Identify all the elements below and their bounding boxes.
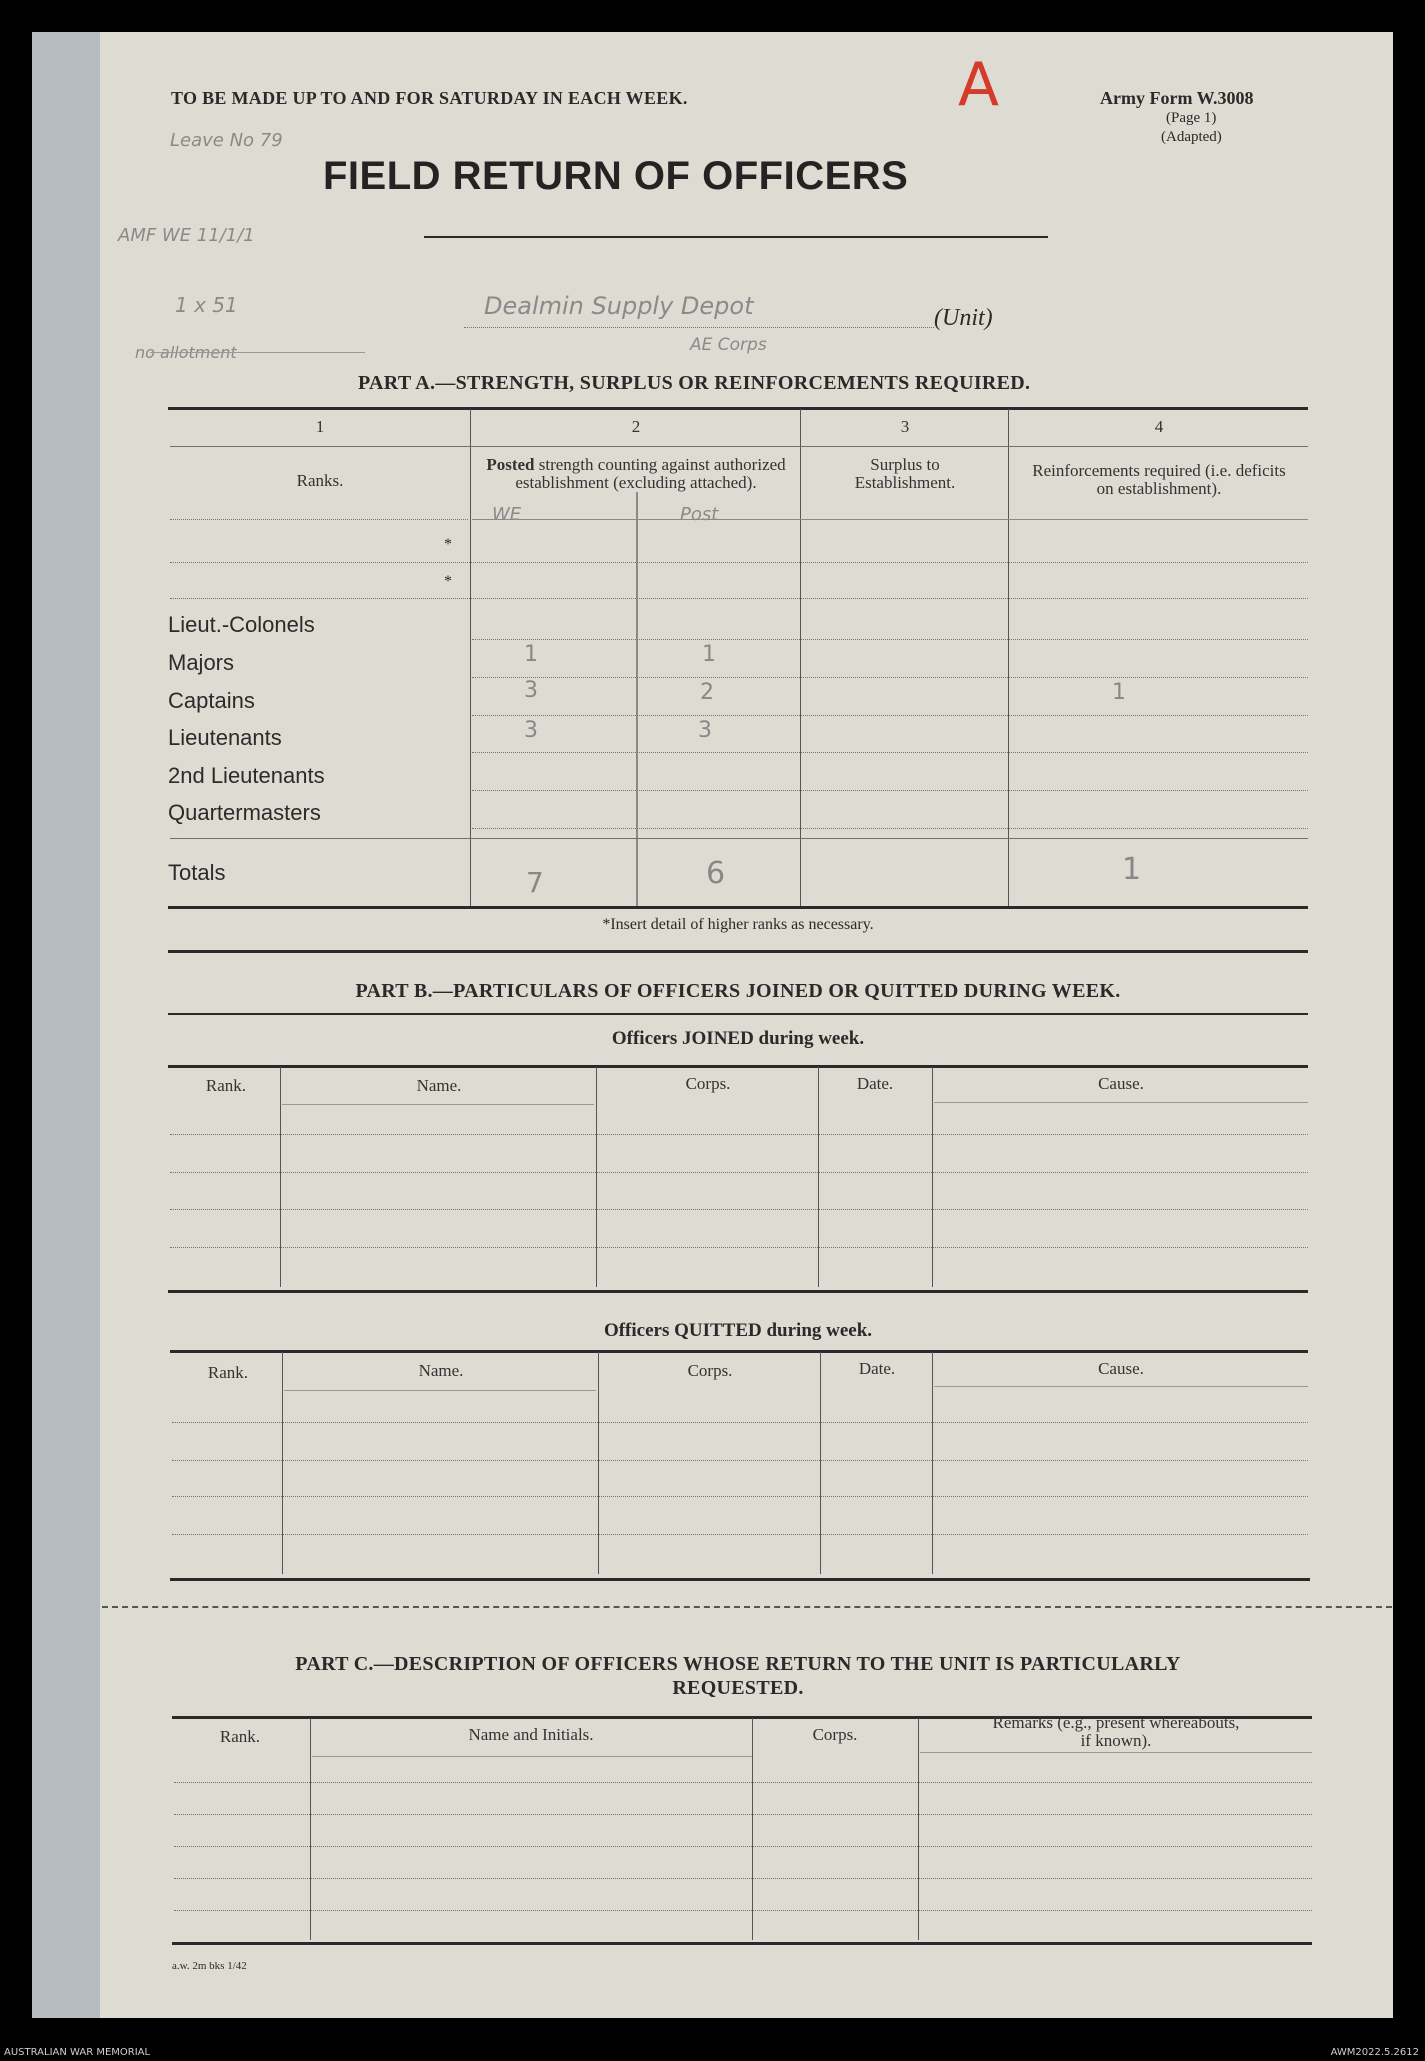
joined-col-cause: Cause. bbox=[1098, 1074, 1144, 1093]
col-header-surplus: Surplus to Establishment. bbox=[854, 455, 956, 492]
row-rule bbox=[472, 752, 1308, 753]
totals-reinf: 1 bbox=[1122, 852, 1142, 887]
quitted-rule bbox=[172, 1534, 1308, 1535]
joined-col-corps: Corps. bbox=[685, 1074, 731, 1093]
quitted-col-date: Date. bbox=[858, 1359, 896, 1378]
part-c-bottom-rule bbox=[172, 1942, 1312, 1945]
part-c-col-remarks bbox=[920, 1714, 1312, 1750]
remarks-line2: if known). bbox=[1080, 1731, 1152, 1750]
quitted-rule bbox=[172, 1496, 1308, 1497]
totals-rule bbox=[170, 838, 1308, 839]
quitted-divider bbox=[598, 1352, 599, 1574]
part-a-divider-2 bbox=[800, 409, 801, 909]
joined-divider bbox=[932, 1067, 933, 1287]
part-c-rule bbox=[174, 1782, 1312, 1783]
part-c-col-corps: Corps. bbox=[812, 1725, 858, 1744]
rank-captains: Captains bbox=[168, 688, 255, 713]
captains-we: 3 bbox=[524, 678, 538, 703]
quitted-rule bbox=[934, 1386, 1308, 1387]
row-rule bbox=[170, 598, 1308, 599]
col-number-1: 1 bbox=[315, 417, 325, 436]
joined-rule bbox=[170, 1209, 1308, 1210]
row-rule bbox=[472, 677, 1308, 678]
star-2: * bbox=[444, 573, 452, 590]
lieutenants-we: 3 bbox=[524, 718, 538, 743]
row-rule bbox=[472, 519, 1308, 520]
col-header-reinforcements: Reinforcements required (i.e. deficits on establishment). bbox=[1032, 461, 1286, 498]
rank-lieutenants: Lieutenants bbox=[168, 725, 282, 750]
unit-handwritten-sub: AE Corps bbox=[690, 335, 767, 355]
row-rule bbox=[472, 828, 1308, 829]
part-a-top-rule bbox=[168, 407, 1308, 410]
part-b-top-rule bbox=[168, 1013, 1308, 1015]
captains-reinf: 1 bbox=[1112, 680, 1126, 705]
sub-header-post: Post bbox=[680, 504, 719, 525]
quitted-col-name: Name. bbox=[418, 1361, 464, 1380]
col-number-3: 3 bbox=[900, 417, 910, 436]
joined-divider bbox=[818, 1067, 819, 1287]
part-b-heading: PART B.—PARTICULARS OF OFFICERS JOINED OR QUITTED DURING WEEK. bbox=[355, 980, 1121, 1002]
quitted-divider bbox=[932, 1352, 933, 1574]
rank-quartermasters: Quartermasters bbox=[168, 800, 321, 825]
row-rule bbox=[472, 639, 1308, 640]
row-rule bbox=[472, 715, 1308, 716]
part-c-rule bbox=[174, 1814, 1312, 1815]
row-rule bbox=[170, 562, 1308, 563]
print-code: a.w. 2m bks 1/42 bbox=[172, 1960, 247, 1972]
part-a-bottom-rule bbox=[168, 906, 1308, 909]
footer-accession: AWM2022.5.2612 bbox=[1330, 2047, 1419, 2058]
quitted-title: Officers QUITTED during week. bbox=[603, 1320, 873, 1341]
part-c-heading-line1: PART C.—DESCRIPTION OF OFFICERS WHOSE RETURN TO THE UNIT IS PARTICULARLY bbox=[295, 1653, 1181, 1675]
quitted-divider bbox=[282, 1352, 283, 1574]
joined-top-rule bbox=[168, 1065, 1308, 1068]
joined-rule bbox=[170, 1172, 1308, 1173]
form-number: Army Form W.3008 bbox=[1100, 88, 1254, 108]
part-c-rule bbox=[174, 1910, 1312, 1911]
footer-source: AUSTRALIAN WAR MEMORIAL bbox=[4, 2047, 151, 2058]
col-header-posted bbox=[482, 456, 790, 492]
joined-divider bbox=[280, 1067, 281, 1287]
rank-lieut-colonels: Lieut.-Colonels bbox=[168, 612, 315, 637]
quitted-rule bbox=[284, 1390, 596, 1391]
part-c-col-rank: Rank. bbox=[219, 1727, 261, 1746]
part-a-divider-1 bbox=[470, 409, 471, 909]
row-rule bbox=[472, 790, 1308, 791]
joined-col-date: Date. bbox=[856, 1074, 894, 1093]
joined-rule bbox=[170, 1247, 1308, 1248]
col-number-4: 4 bbox=[1154, 417, 1164, 436]
part-c-col-name: Name and Initials. bbox=[468, 1725, 594, 1744]
header-rule bbox=[170, 446, 1308, 447]
rank-majors: Majors bbox=[168, 650, 235, 675]
part-c-heading bbox=[168, 1652, 1308, 1700]
posted-bold: Posted bbox=[486, 455, 535, 474]
quitted-col-rank: Rank. bbox=[207, 1363, 249, 1382]
col-header-ranks: Ranks. bbox=[296, 471, 344, 490]
quitted-top-rule bbox=[170, 1350, 1308, 1353]
row-rule bbox=[170, 519, 468, 520]
part-c-divider bbox=[752, 1718, 753, 1940]
instruction-text: TO BE MADE UP TO AND FOR SATURDAY IN EACH WEEK. bbox=[171, 88, 688, 108]
joined-bottom-rule bbox=[168, 1290, 1308, 1293]
part-a-divider-3 bbox=[1008, 409, 1009, 909]
part-c-rule bbox=[174, 1878, 1312, 1879]
rank-2nd-lieutenants: 2nd Lieutenants bbox=[168, 763, 325, 788]
part-a-footnote: *Insert detail of higher ranks as necessary. bbox=[602, 916, 874, 933]
quitted-col-corps: Corps. bbox=[687, 1361, 733, 1380]
part-c-heading-line2: REQUESTED. bbox=[672, 1677, 804, 1699]
unit-handwritten: Dealmin Supply Depot bbox=[484, 292, 754, 320]
unit-label: (Unit) bbox=[934, 305, 993, 331]
quitted-col-cause: Cause. bbox=[1098, 1359, 1144, 1378]
form-page: (Page 1) bbox=[1166, 110, 1217, 126]
part-a-end-rule bbox=[168, 950, 1308, 953]
margin-note-4: no allotment bbox=[135, 343, 237, 362]
part-a-heading: PART A.—STRENGTH, SURPLUS OR REINFORCEMENTS REQUIRED. bbox=[358, 372, 1031, 394]
joined-divider bbox=[596, 1067, 597, 1287]
margin-note-3: 1 x 51 bbox=[175, 293, 238, 317]
joined-col-name: Name. bbox=[416, 1076, 462, 1095]
joined-rule bbox=[170, 1134, 1308, 1135]
star-1: * bbox=[444, 536, 452, 553]
posted-rest: strength counting against authorized establishment (excluding attached). bbox=[515, 455, 786, 492]
joined-title: Officers JOINED during week. bbox=[611, 1028, 865, 1049]
part-c-rule bbox=[920, 1752, 1312, 1753]
joined-col-rank: Rank. bbox=[205, 1076, 247, 1095]
col-number-2: 2 bbox=[631, 417, 641, 436]
quitted-divider bbox=[820, 1352, 821, 1574]
tear-line bbox=[102, 1606, 1392, 1608]
handwritten-mark: A bbox=[958, 50, 1000, 120]
majors-we: 1 bbox=[524, 642, 538, 667]
quitted-rule bbox=[172, 1422, 1308, 1423]
captains-posted: 2 bbox=[700, 680, 714, 705]
margin-rule bbox=[150, 352, 365, 353]
totals-we: 7 bbox=[526, 866, 544, 899]
title-underline bbox=[424, 236, 1048, 238]
quitted-rule bbox=[172, 1460, 1308, 1461]
part-c-divider bbox=[310, 1718, 311, 1940]
majors-posted: 1 bbox=[702, 642, 716, 667]
remarks-line1: Remarks (e.g., present whereabouts, bbox=[992, 1713, 1240, 1732]
lieutenants-posted: 3 bbox=[698, 718, 712, 743]
joined-rule bbox=[282, 1104, 594, 1105]
margin-note-2: AMF WE 11/1/1 bbox=[118, 225, 255, 246]
quitted-bottom-rule bbox=[170, 1578, 1310, 1581]
part-c-rule bbox=[312, 1756, 752, 1757]
margin-note-1: Leave No 79 bbox=[170, 130, 283, 151]
sub-header-we: WE bbox=[492, 504, 522, 525]
part-c-rule bbox=[174, 1846, 1312, 1847]
part-c-divider bbox=[918, 1718, 919, 1940]
form-adapted: (Adapted) bbox=[1161, 129, 1222, 145]
pencil-divider bbox=[636, 492, 638, 907]
form-title: FIELD RETURN OF OFFICERS bbox=[323, 154, 909, 198]
unit-line bbox=[464, 327, 934, 328]
joined-rule bbox=[934, 1102, 1308, 1103]
totals-label: Totals bbox=[168, 860, 226, 885]
totals-posted: 6 bbox=[706, 856, 726, 891]
